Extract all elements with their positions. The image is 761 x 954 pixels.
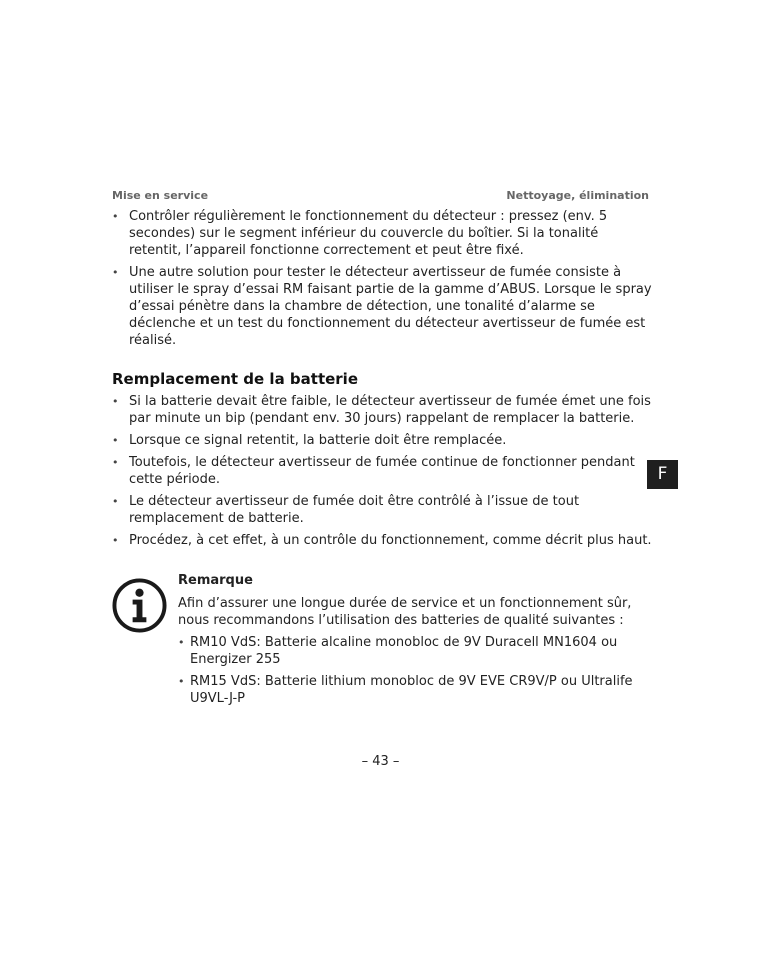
page-number: – 43 – [361, 754, 400, 769]
list-item: • RM10 VdS: Batterie alcaline monobloc de 9V Duracell MN1604 ou Energizer 255 [178, 634, 648, 668]
note-text: Afin d’assurer une longue durée de service et un fonctionnement sûr, nous recommandons l’utilisation des batteries de qualité suivantes : [178, 596, 632, 628]
note-title: Remarque [178, 573, 253, 588]
running-header-right: Nettoyage, élimination [506, 189, 649, 202]
list-item: • RM15 VdS: Batterie lithium monobloc de 9V EVE CR9V/P ou Ultralife U9VL-J-P [178, 673, 648, 707]
battery-bullet-list [112, 393, 652, 549]
list-item: • Une autre solution pour tester le détecteur avertisseur de fumée consiste à utiliser le spray d’essai RM faisant partie de la gamme d’ABUS. Lorsque le spray d’essai pénètre dans la chambre de détection, une tonalité d’alarme se déclenche et un test du fonctionnement du détecteur avertisseur de fumée est réalisé. [112, 264, 652, 349]
list-item: • Procédez, à cet effet, à un contrôle du fonctionnement, comme décrit plus haut. [112, 532, 652, 549]
running-header-left: Mise en service [112, 189, 209, 202]
language-tab-marker: F [647, 460, 678, 489]
list-item: • Le détecteur avertisseur de fumée doit être contrôlé à l’issue de tout remplacement de batterie. [112, 493, 652, 527]
list-item: • Toutefois, le détecteur avertisseur de fumée continue de fonctionner pendant cette période. [112, 454, 652, 488]
list-item: • Lorsque ce signal retentit, la batterie doit être remplacée. [112, 432, 652, 449]
list-item: • Contrôler régulièrement le fonctionnement du détecteur : pressez (env. 5 secondes) sur le segment inférieur du couvercle du boîtier. Si la tonalité retentit, l’appareil fonctionne correctement et peut être fixé. [112, 208, 652, 259]
main-content [112, 208, 652, 554]
info-icon [112, 578, 167, 633]
intro-bullet-list [112, 208, 652, 349]
list-item: • Si la batterie devait être faible, le détecteur avertisseur de fumée émet une fois par minute un bip (pendant env. 30 jours) rappelant de remplacer la batterie. [112, 393, 652, 427]
note-body [178, 572, 648, 712]
battery-recommendation-list [178, 634, 648, 707]
section-heading: Remplacement de la batterie [112, 370, 358, 388]
